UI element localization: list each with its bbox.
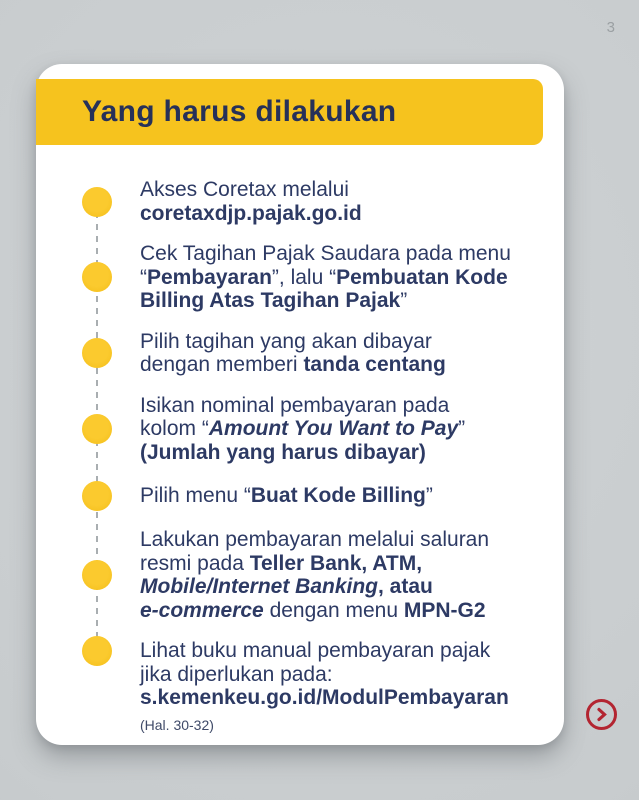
step-bullet-icon [82,338,112,368]
text-segment: Pembayaran [147,265,272,289]
step-bullet-icon [82,481,112,511]
text-segment: Teller Bank, ATM, [249,551,423,575]
step-item [36,242,564,313]
step-bullet-icon [82,262,112,292]
text-segment: Billing Atas Tagihan Pajak [140,289,401,312]
step-bullet-icon [82,187,112,217]
content-card [36,64,564,745]
step-bullet-icon [82,636,112,666]
step-item [36,528,564,622]
text-segment: e-commerce [140,598,264,622]
step-item [36,330,564,377]
step-text [140,178,362,225]
text-segment: ” [425,484,433,508]
step-text [140,639,509,737]
text-segment: jika diperlukan pada: [140,662,333,686]
text-segment: Mobile/Internet Banking [140,575,379,598]
text-segment: resmi pada [140,551,250,575]
next-page-button[interactable] [586,699,617,730]
step-text [140,242,511,313]
text-segment: MPN-G2 [403,598,486,622]
steps-list [36,178,564,754]
page-title: Yang harus dilakukan [82,95,397,128]
step-bullet-icon [82,414,112,444]
text-segment: Cek Tagihan Pajak Saudara pada menu [140,242,511,265]
step-item [36,178,564,225]
step-item [36,394,564,465]
text-segment: Lihat buku manual pembayaran pajak [140,639,491,662]
text-segment: Lakukan pembayaran melalui saluran [140,528,490,551]
chevron-right-icon [592,705,611,724]
text-segment: kolom “ [140,417,209,440]
step-bullet-icon [82,560,112,590]
text-segment: “ [140,265,147,289]
text-segment: Pilih tagihan yang akan dibayar [140,329,432,353]
text-segment: ”, lalu “ [271,265,337,289]
text-segment: (Hal. 30-32) [140,716,214,733]
step-text [140,528,489,622]
text-segment: Akses Coretax melalui [140,178,349,201]
text-segment: coretaxdjp.pajak.go.id [140,201,362,225]
text-segment: Amount You Want to Pay [208,417,459,440]
text-segment: dengan menu [263,598,404,622]
text-segment: Buat Kode Billing [250,484,426,508]
text-segment: Pilih menu “ [140,484,251,508]
text-segment: dengan memberi [140,353,304,376]
text-segment: s.kemenkeu.go.id/ModulPembayaran [140,686,509,709]
step-text [140,330,446,377]
text-segment: tanda centang [303,353,446,376]
step-item [36,639,564,737]
text-segment: Pembuatan Kode [336,265,508,289]
step-item [36,481,564,511]
text-segment: ” [400,289,408,312]
text-segment: Isikan nominal pembayaran pada [140,393,450,417]
page-number: 3 [606,19,615,36]
text-segment: , atau [378,575,433,598]
text-segment: ” [458,417,466,440]
text-segment: (Jumlah yang harus dibayar) [140,440,426,464]
step-text [140,484,433,508]
card-header [36,79,543,145]
step-text [140,394,465,465]
